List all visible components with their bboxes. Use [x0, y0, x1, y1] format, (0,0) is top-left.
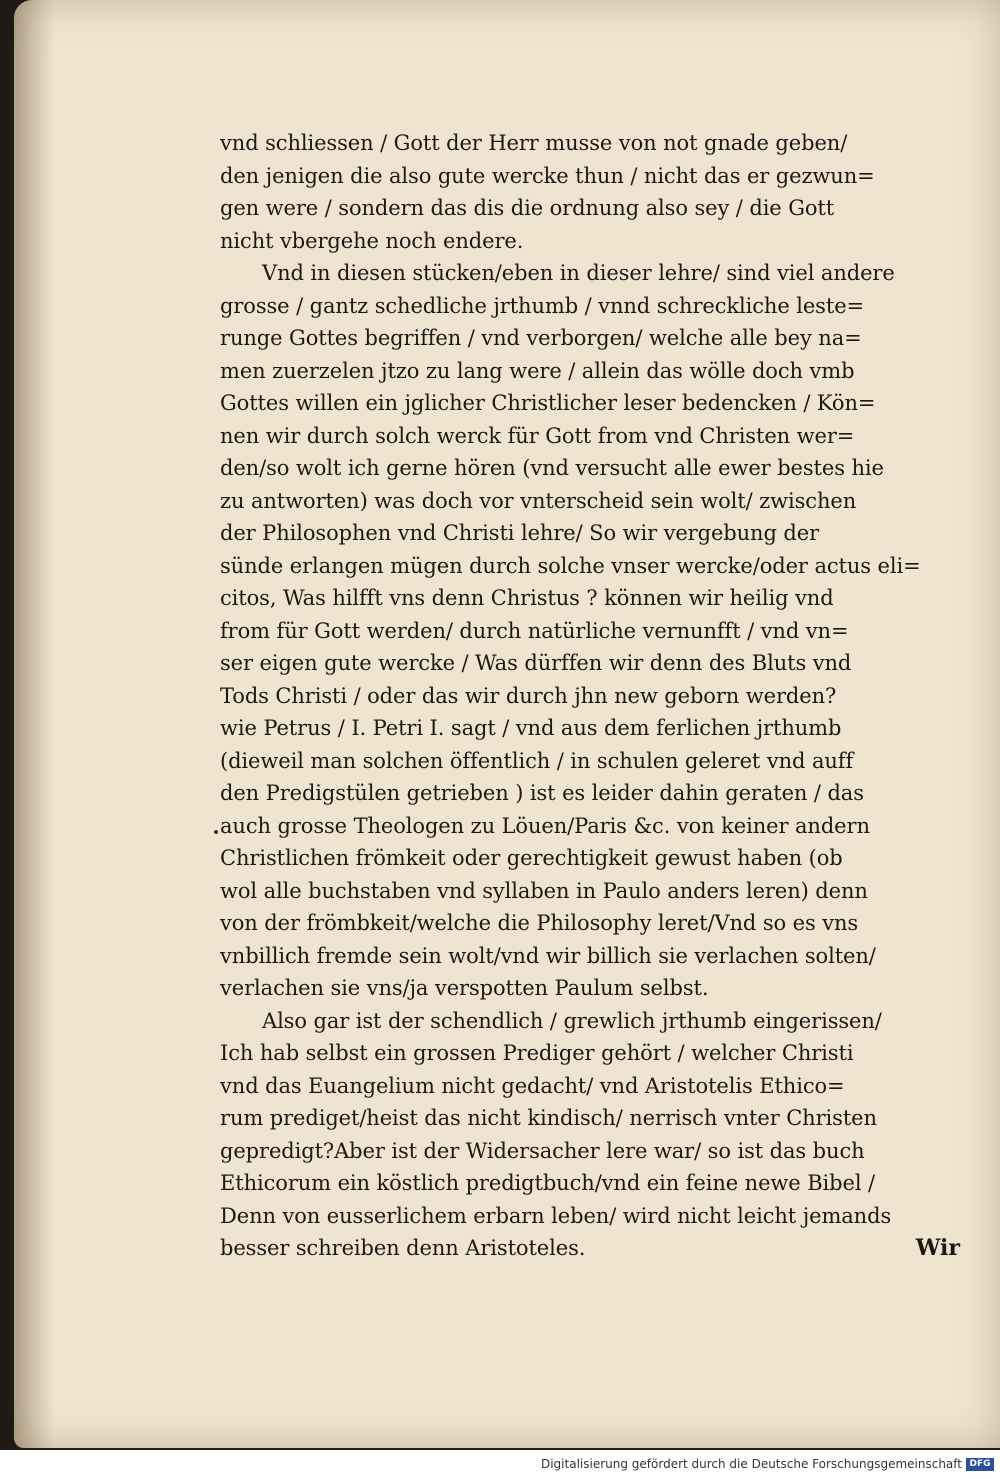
text-line: zu antworten) was doch vor vnterscheid sein wolt/ zwischen — [220, 488, 857, 513]
text-line: Christlichen frömkeit oder gerechtigkeit gewust haben (ob — [220, 846, 843, 870]
text-line: Denn von eusserlichem erbarn leben/ wird nicht leicht jemands — [220, 1203, 892, 1228]
text-line: von der frömbkeit/welche die Philosophy leret/Vnd so es vns — [220, 911, 859, 935]
text-line: Ich hab selbst ein grossen Prediger gehört / welcher Christi — [220, 1041, 854, 1065]
page-text-block — [220, 127, 970, 1265]
text-line: auch grosse Theologen zu Löuen/Paris &c. von keiner andern — [220, 813, 870, 838]
text-line: (dieweil man solchen öffentlich / in schulen geleret vnd auff — [220, 748, 854, 773]
catchword: Wir — [915, 1235, 960, 1261]
text-line: Vnd in diesen stücken/eben in dieser lehre/ sind viel andere — [262, 261, 895, 285]
text-line: wol alle buchstaben vnd syllaben in Paulo anders leren) denn — [220, 878, 868, 903]
text-line: rum prediget/heist das nicht kindisch/ nerrisch vnter Christen — [220, 1106, 877, 1130]
text-line: gen were / sondern das dis die ordnung also sey / die Gott — [220, 196, 835, 220]
text-line: Gottes willen ein jglicher Christlicher leser bedencken / Kön= — [220, 391, 876, 415]
text-line: sünde erlangen mügen durch solche vnser wercke/oder actus eli= — [220, 553, 921, 578]
text-line: vnbillich fremde sein wolt/vnd wir billich sie verlachen solten/ — [220, 943, 876, 968]
text-line: Ethicorum ein köstlich predigtbuch/vnd ein feine newe Bibel / — [220, 1171, 875, 1195]
text-line: Tods Christi / oder das wir durch jhn new geborn werden? — [220, 683, 837, 708]
text-line: wie Petrus / I. Petri I. sagt / vnd aus dem ferlichen jrthumb — [220, 716, 842, 740]
text-line: den/so wolt ich gerne hören (vnd versucht alle ewer bestes hie — [220, 456, 884, 480]
text-line: nicht vbergehe noch endere. — [220, 228, 524, 253]
text-line: besser schreiben denn Aristoteles. — [220, 1236, 586, 1260]
text-line: der Philosophen vnd Christi lehre/ So wir vergebung der — [220, 521, 820, 545]
text-line: den Predigstülen getrieben ) ist es leider dahin geraten / das — [220, 781, 864, 805]
text-line: from für Gott werden/ durch natürliche vernunfft / vnd vn= — [220, 618, 849, 643]
text-line: gepredigt?Aber ist der Widersacher lere war/ so ist das buch — [220, 1138, 865, 1163]
text-line: den jenigen die also gute wercke thun / nicht das er gezwun= — [220, 163, 875, 188]
text-line: grosse / gantz schedliche jrthumb / vnnd schreckliche leste= — [220, 293, 865, 318]
text-line: Also gar ist der schendlich / grewlich jrthumb eingerissen/ — [262, 1008, 882, 1033]
funding-notice: Digitalisierung gefördert durch die Deutsche Forschungsgemeinschaft — [540, 1457, 962, 1471]
digitization-footer — [0, 1450, 1000, 1479]
text-line: men zuerzelen jtzo zu lang were / allein das wölle doch vmb — [220, 358, 855, 383]
text-line: nen wir durch solch werck für Gott from vnd Christen wer= — [220, 423, 855, 448]
text-line: citos, Was hilfft vns denn Christus ? können wir heilig vnd — [220, 586, 834, 610]
dfg-logo-icon: DFG — [966, 1458, 994, 1471]
text-line: runge Gottes begriffen / vnd verborgen/ welche alle bey na= — [220, 326, 862, 350]
text-line: verlachen sie vns/ja verspotten Paulum selbst. — [220, 976, 709, 1000]
text-line: vnd das Euangelium nicht gedacht/ vnd Aristotelis Ethico= — [220, 1073, 845, 1098]
text-line: vnd schliessen / Gott der Herr musse von not gnade geben/ — [220, 131, 848, 155]
text-line: ser eigen gute wercke / Was dürffen wir denn des Bluts vnd — [220, 651, 852, 675]
ink-mark — [214, 830, 218, 834]
